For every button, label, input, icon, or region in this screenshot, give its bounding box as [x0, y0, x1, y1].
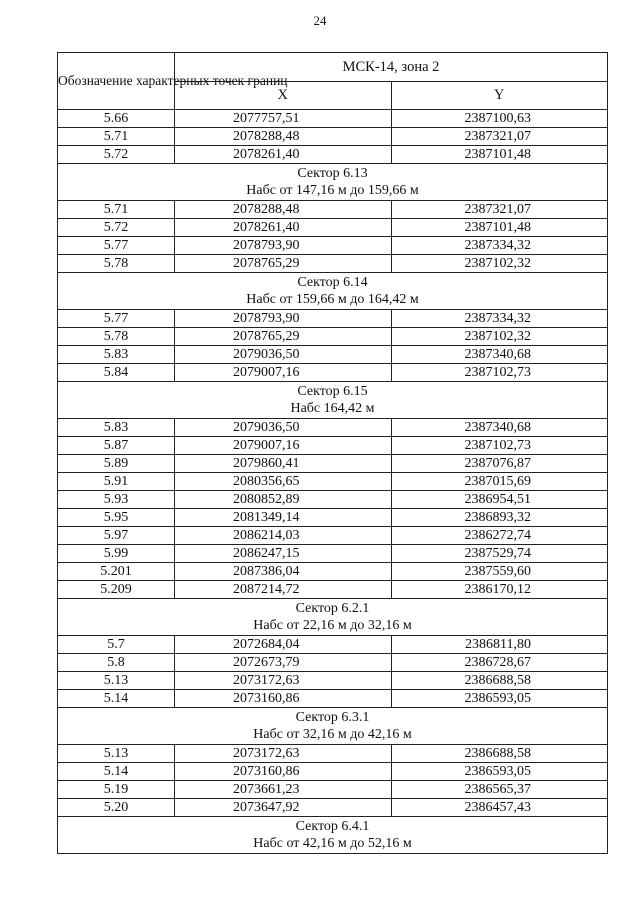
- y-coordinate-cell: 2387559,60: [391, 563, 608, 581]
- y-coordinate-cell: 2387334,32: [391, 310, 608, 328]
- y-coordinate-cell: 2387102,32: [391, 255, 608, 273]
- x-coordinate-cell: 2079007,16: [175, 437, 392, 455]
- point-id-cell: 5.78: [58, 255, 175, 273]
- table-row: [58, 636, 608, 654]
- y-coordinate-cell: 2387102,73: [391, 364, 608, 382]
- table-row: [58, 672, 608, 690]
- table-row: [58, 745, 608, 763]
- point-id-cell: 5.201: [58, 563, 175, 581]
- x-coordinate-cell: 2079860,41: [175, 455, 392, 473]
- y-coordinate-cell: 2386893,32: [391, 509, 608, 527]
- x-coordinate-cell: 2087386,04: [175, 563, 392, 581]
- sector-height-range: Набс от 42,16 м до 52,16 м: [253, 836, 412, 851]
- sector-header-row: [58, 382, 608, 419]
- x-coordinate-cell: 2078288,48: [175, 201, 392, 219]
- y-coordinate-cell: 2386272,74: [391, 527, 608, 545]
- sector-title: Сектор 6.13: [297, 166, 368, 181]
- x-coordinate-cell: 2078765,29: [175, 328, 392, 346]
- sector-height-range: Набс от 147,16 м до 159,66 м: [246, 183, 419, 198]
- sector-height-range: Набс от 32,16 м до 42,16 м: [253, 727, 412, 742]
- points-column-header: Обозначение характерных точек границ: [58, 53, 175, 110]
- sector-title: Сектор 6.4.1: [295, 819, 370, 834]
- x-coordinate-cell: 2086247,15: [175, 545, 392, 563]
- sector-header: [58, 164, 608, 201]
- table-body: [58, 110, 608, 854]
- sector-header-row: [58, 164, 608, 201]
- y-coordinate-cell: 2386954,51: [391, 491, 608, 509]
- point-id-cell: 5.77: [58, 237, 175, 255]
- table-row: [58, 491, 608, 509]
- point-id-cell: 5.87: [58, 437, 175, 455]
- table-row: [58, 527, 608, 545]
- table-row: [58, 110, 608, 128]
- x-coordinate-cell: 2078261,40: [175, 219, 392, 237]
- x-coordinate-cell: 2081349,14: [175, 509, 392, 527]
- table-row: [58, 654, 608, 672]
- point-id-cell: 5.95: [58, 509, 175, 527]
- sector-header: [58, 273, 608, 310]
- point-id-cell: 5.13: [58, 745, 175, 763]
- sector-title: Сектор 6.15: [297, 384, 368, 399]
- table-row: [58, 255, 608, 273]
- x-coordinate-cell: 2086214,03: [175, 527, 392, 545]
- x-coordinate-cell: 2080852,89: [175, 491, 392, 509]
- point-id-cell: 5.8: [58, 654, 175, 672]
- sector-height-range: Набс от 22,16 м до 32,16 м: [253, 618, 412, 633]
- point-id-cell: 5.19: [58, 781, 175, 799]
- point-id-cell: 5.91: [58, 473, 175, 491]
- point-id-cell: 5.71: [58, 201, 175, 219]
- y-coordinate-cell: 2386688,58: [391, 745, 608, 763]
- table-row: [58, 763, 608, 781]
- x-coordinate-cell: 2072673,79: [175, 654, 392, 672]
- table-row: [58, 146, 608, 164]
- y-coordinate-cell: 2386170,12: [391, 581, 608, 599]
- y-coordinate-cell: 2386728,67: [391, 654, 608, 672]
- sector-header: [58, 817, 608, 854]
- table-row: [58, 346, 608, 364]
- y-coordinate-cell: 2387321,07: [391, 201, 608, 219]
- x-coordinate-cell: 2078288,48: [175, 128, 392, 146]
- table-row: [58, 473, 608, 491]
- sector-header: [58, 708, 608, 745]
- x-coordinate-cell: 2073160,86: [175, 690, 392, 708]
- point-id-cell: 5.14: [58, 763, 175, 781]
- x-coordinate-cell: 2078793,90: [175, 237, 392, 255]
- sector-title: Сектор 6.2.1: [295, 601, 370, 616]
- x-coordinate-cell: 2087214,72: [175, 581, 392, 599]
- x-coordinate-cell: 2078765,29: [175, 255, 392, 273]
- point-id-cell: 5.93: [58, 491, 175, 509]
- y-coordinate-cell: 2387100,63: [391, 110, 608, 128]
- y-column-header: Y: [391, 81, 608, 110]
- y-coordinate-cell: 2387101,48: [391, 219, 608, 237]
- x-coordinate-cell: 2077757,51: [175, 110, 392, 128]
- table-row: [58, 419, 608, 437]
- table-row: [58, 581, 608, 599]
- x-coordinate-cell: 2079007,16: [175, 364, 392, 382]
- y-coordinate-cell: 2387529,74: [391, 545, 608, 563]
- table-row: [58, 799, 608, 817]
- table-row: [58, 219, 608, 237]
- sector-title: Сектор 6.14: [297, 275, 368, 290]
- table-row: [58, 545, 608, 563]
- table-row: [58, 328, 608, 346]
- y-coordinate-cell: 2387321,07: [391, 128, 608, 146]
- y-coordinate-cell: 2387102,73: [391, 437, 608, 455]
- table-row: [58, 781, 608, 799]
- point-id-cell: 5.14: [58, 690, 175, 708]
- page-number: 24: [313, 13, 327, 28]
- y-coordinate-cell: 2387015,69: [391, 473, 608, 491]
- table-row: [58, 201, 608, 219]
- point-id-cell: 5.71: [58, 128, 175, 146]
- table-row: [58, 237, 608, 255]
- point-id-cell: 5.66: [58, 110, 175, 128]
- y-coordinate-cell: 2387101,48: [391, 146, 608, 164]
- table-row: [58, 690, 608, 708]
- y-coordinate-cell: 2386811,80: [391, 636, 608, 654]
- x-coordinate-cell: 2073661,23: [175, 781, 392, 799]
- y-coordinate-cell: 2387076,87: [391, 455, 608, 473]
- x-coordinate-cell: 2079036,50: [175, 346, 392, 364]
- sector-header-row: [58, 599, 608, 636]
- x-coordinate-cell: 2073160,86: [175, 763, 392, 781]
- table-row: [58, 563, 608, 581]
- x-coordinate-cell: 2073647,92: [175, 799, 392, 817]
- point-id-cell: 5.72: [58, 219, 175, 237]
- point-id-cell: 5.7: [58, 636, 175, 654]
- sector-header: [58, 599, 608, 636]
- x-coordinate-cell: 2072684,04: [175, 636, 392, 654]
- point-id-cell: 5.84: [58, 364, 175, 382]
- sector-height-range: Набс 164,42 м: [290, 401, 375, 416]
- x-coordinate-cell: 2078793,90: [175, 310, 392, 328]
- table-row: [58, 509, 608, 527]
- table-row: [58, 437, 608, 455]
- point-id-cell: 5.78: [58, 328, 175, 346]
- point-id-cell: 5.89: [58, 455, 175, 473]
- y-coordinate-cell: 2387102,32: [391, 328, 608, 346]
- sector-header-row: [58, 273, 608, 310]
- sector-header-row: [58, 708, 608, 745]
- x-coordinate-cell: 2080356,65: [175, 473, 392, 491]
- y-coordinate-cell: 2387340,68: [391, 346, 608, 364]
- point-id-cell: 5.83: [58, 346, 175, 364]
- x-column-header: X: [175, 81, 392, 110]
- coordinate-system-header: МСК-14, зона 2: [175, 53, 608, 82]
- table-row: [58, 364, 608, 382]
- table-row: [58, 128, 608, 146]
- point-id-cell: 5.72: [58, 146, 175, 164]
- point-id-cell: 5.97: [58, 527, 175, 545]
- y-coordinate-cell: 2387340,68: [391, 419, 608, 437]
- x-coordinate-cell: 2079036,50: [175, 419, 392, 437]
- x-coordinate-cell: 2078261,40: [175, 146, 392, 164]
- point-id-cell: 5.99: [58, 545, 175, 563]
- sector-title: Сектор 6.3.1: [295, 710, 370, 725]
- y-coordinate-cell: 2386593,05: [391, 690, 608, 708]
- table-row: [58, 310, 608, 328]
- point-id-cell: 5.13: [58, 672, 175, 690]
- y-coordinate-cell: 2386457,43: [391, 799, 608, 817]
- sector-height-range: Набс от 159,66 м до 164,42 м: [246, 292, 419, 307]
- y-coordinate-cell: 2386565,37: [391, 781, 608, 799]
- point-id-cell: 5.83: [58, 419, 175, 437]
- sector-header: [58, 382, 608, 419]
- y-coordinate-cell: 2386593,05: [391, 763, 608, 781]
- x-coordinate-cell: 2073172,63: [175, 672, 392, 690]
- table-row: [58, 455, 608, 473]
- coordinates-table: [57, 52, 608, 854]
- y-coordinate-cell: 2386688,58: [391, 672, 608, 690]
- x-coordinate-cell: 2073172,63: [175, 745, 392, 763]
- point-id-cell: 5.209: [58, 581, 175, 599]
- y-coordinate-cell: 2387334,32: [391, 237, 608, 255]
- sector-header-row: [58, 817, 608, 854]
- point-id-cell: 5.20: [58, 799, 175, 817]
- point-id-cell: 5.77: [58, 310, 175, 328]
